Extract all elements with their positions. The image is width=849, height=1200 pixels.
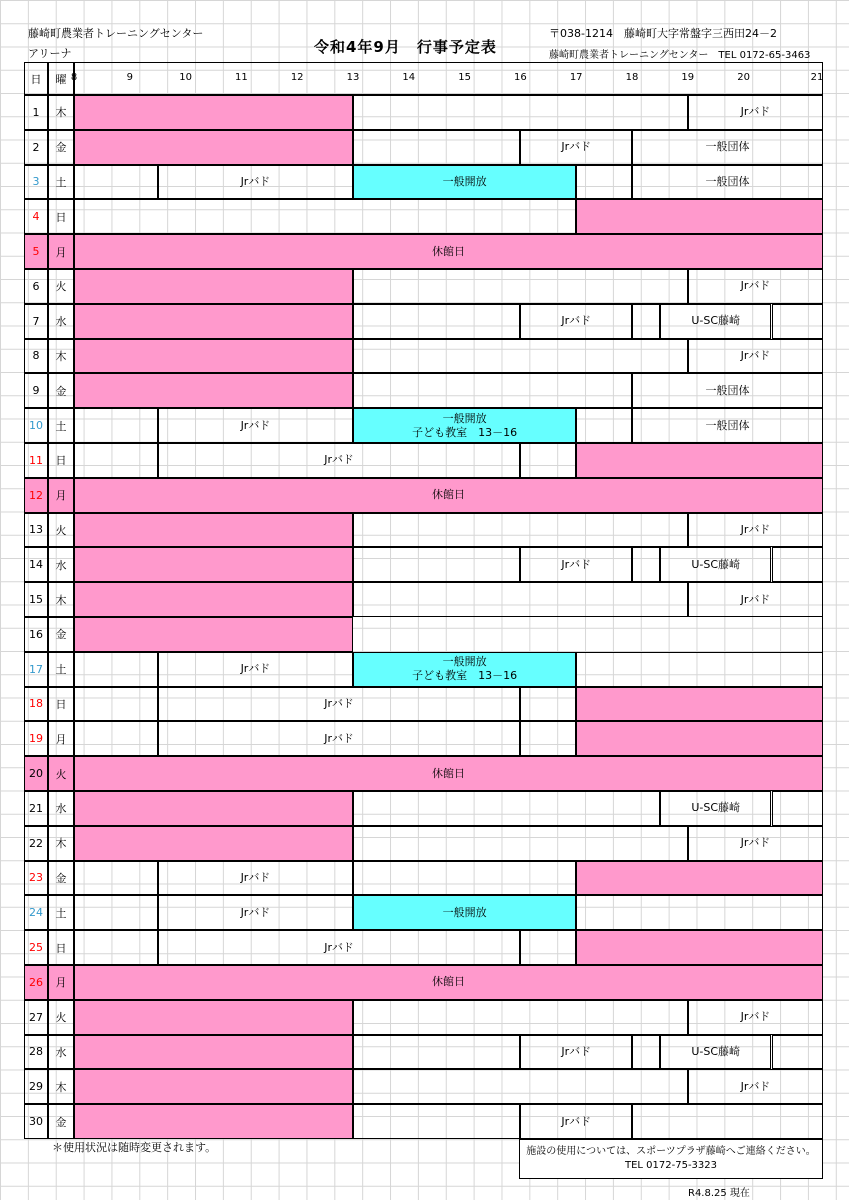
day-number: 17 [24,652,48,687]
schedule-block [74,1000,353,1035]
day-number: 2 [24,130,48,165]
day-number: 1 [24,95,48,130]
schedule-block [353,95,688,130]
day-number: 6 [24,269,48,304]
schedule-block [74,443,158,478]
schedule-block [74,373,353,408]
day-number: 15 [24,582,48,617]
schedule-block [74,95,353,130]
contact-box [519,1139,823,1179]
day-number: 14 [24,547,48,582]
schedule-block: Jrバド [688,582,823,617]
schedule-block [520,687,576,722]
day-of-week: 日 [48,930,74,965]
schedule-block [74,652,158,687]
day-of-week: 木 [48,582,74,617]
schedule-block [353,582,688,617]
day-of-week: 火 [48,269,74,304]
schedule-block [576,443,823,478]
schedule-block [772,304,824,339]
page-title: 令和4年9月 行事予定表 [314,38,497,56]
hour-label: 21 [810,72,824,83]
contact-info: 藤崎町農業者トレーニングセンター TEL 0172-65-3463 [549,50,811,61]
schedule-block [576,165,632,200]
schedule-block: U-SC藤崎 [660,304,772,339]
schedule-block [74,547,353,582]
schedule-block [632,1035,660,1070]
schedule-block [74,721,158,756]
day-of-week: 火 [48,1000,74,1035]
hour-label: 14 [402,72,416,83]
schedule-block: 休館日 [74,234,823,269]
schedule-block [353,269,688,304]
schedule-block: Jrバド [688,1000,823,1035]
schedule-block: U-SC藤崎 [660,547,772,582]
day-number: 30 [24,1104,48,1139]
schedule-block [353,1000,688,1035]
schedule-block [520,443,576,478]
day-number: 21 [24,791,48,826]
hour-label: 8 [70,72,78,83]
schedule-block: Jrバド [158,895,353,930]
schedule-block: Jrバド [158,443,521,478]
schedule-block [74,582,353,617]
schedule-block [632,547,660,582]
schedule-block [74,895,158,930]
as-of-date: R4.8.25 現在 [688,1188,750,1199]
schedule-block [353,826,688,861]
schedule-block: 一般団体 [632,130,823,165]
day-of-week: 金 [48,861,74,896]
day-number: 18 [24,687,48,722]
day-number: 5 [24,234,48,269]
contact-line-1: 施設の使用については、スポーツプラザ藤崎へご連絡ください。 [526,1146,816,1157]
schedule-block [74,269,353,304]
day-of-week: 金 [48,1104,74,1139]
schedule-block: Jrバド [158,165,353,200]
schedule-block: Jrバド [158,721,521,756]
day-number: 8 [24,339,48,374]
header-weekday: 曜 [48,62,74,95]
day-number: 3 [24,165,48,200]
day-number: 25 [24,930,48,965]
schedule-block: 一般開放 子ども教室 13－16 [353,652,576,687]
schedule-block: Jrバド [520,130,632,165]
schedule-block: Jrバド [520,547,632,582]
schedule-block [74,861,158,896]
day-number: 10 [24,408,48,443]
hour-label: 17 [569,72,583,83]
day-of-week: 木 [48,95,74,130]
day-of-week: 金 [48,617,74,652]
day-number: 22 [24,826,48,861]
schedule-block: Jrバド [520,1035,632,1070]
schedule-block: 一般団体 [632,165,823,200]
day-of-week: 木 [48,826,74,861]
schedule-block [353,547,520,582]
day-number: 26 [24,965,48,1000]
day-of-week: 月 [48,965,74,1000]
schedule-block [74,687,158,722]
schedule-block [576,721,823,756]
schedule-block [74,130,353,165]
schedule-block [772,1035,824,1070]
hour-label: 9 [126,72,133,83]
day-number: 16 [24,617,48,652]
schedule-block: Jrバド [688,95,823,130]
schedule-block [353,130,520,165]
hour-label: 19 [681,72,695,83]
day-of-week: 土 [48,652,74,687]
day-number: 4 [24,199,48,234]
venue-name: アリーナ [28,47,72,60]
schedule-block: Jrバド [688,513,823,548]
day-of-week: 水 [48,304,74,339]
day-number: 7 [24,304,48,339]
day-of-week: 水 [48,1035,74,1070]
schedule-block: 一般開放 [353,895,576,930]
hour-label: 10 [179,72,192,83]
schedule-block [632,304,660,339]
footnote: ＊使用状況は随時変更されます。 [52,1141,217,1154]
schedule-block: Jrバド [688,1069,823,1104]
schedule-block [520,930,576,965]
day-number: 20 [24,756,48,791]
schedule-block [74,165,158,200]
schedule-block: 一般団体 [632,408,823,443]
day-of-week: 日 [48,443,74,478]
schedule-block [353,1069,688,1104]
schedule-block [74,304,353,339]
schedule-block: Jrバド [688,339,823,374]
day-number: 19 [24,721,48,756]
address: 〒038-1214 藤崎町大字常盤字三西田24－2 [549,27,777,40]
hour-label: 15 [458,72,471,83]
day-of-week: 月 [48,234,74,269]
header-day: 日 [24,62,48,95]
schedule-block [353,1035,520,1070]
schedule-block: Jrバド [158,652,353,687]
schedule-block [576,199,823,234]
schedule-block: Jrバド [158,687,521,722]
day-number: 27 [24,1000,48,1035]
schedule-block [632,1104,823,1139]
schedule-block: U-SC藤崎 [660,1035,772,1070]
day-of-week: 水 [48,791,74,826]
day-number: 9 [24,373,48,408]
day-of-week: 日 [48,687,74,722]
schedule-block: 一般開放 子ども教室 13－16 [353,408,576,443]
schedule-block [353,373,632,408]
day-of-week: 月 [48,478,74,513]
day-of-week: 金 [48,373,74,408]
schedule-block: Jrバド [520,304,632,339]
schedule-block [772,547,824,582]
schedule-block: Jrバド [688,269,823,304]
day-of-week: 火 [48,513,74,548]
schedule-block [74,1104,353,1139]
schedule-block: Jrバド [158,930,521,965]
day-number: 24 [24,895,48,930]
schedule-block [576,687,823,722]
day-number: 29 [24,1069,48,1104]
schedule-block [353,513,688,548]
schedule-block [576,861,823,896]
hour-label: 16 [514,72,527,83]
schedule-block [576,930,823,965]
day-number: 28 [24,1035,48,1070]
schedule-block [772,791,824,826]
day-number: 11 [24,443,48,478]
schedule-block [576,652,823,687]
schedule-block: Jrバド [158,861,353,896]
day-of-week: 土 [48,895,74,930]
day-of-week: 水 [48,547,74,582]
schedule-block [353,791,660,826]
schedule-block: 一般開放 [353,165,576,200]
schedule-block: Jrバド [158,408,353,443]
schedule-block [74,1035,353,1070]
schedule-block [353,304,520,339]
schedule-block [520,721,576,756]
schedule-block [74,408,158,443]
schedule-block: 休館日 [74,965,823,1000]
day-number: 12 [24,478,48,513]
day-of-week: 土 [48,165,74,200]
day-of-week: 金 [48,130,74,165]
day-of-week: 火 [48,756,74,791]
schedule-block: 休館日 [74,756,823,791]
hour-label: 20 [737,72,750,83]
schedule-block [74,930,158,965]
contact-line-2: TEL 0172-75-3323 [624,1160,718,1171]
day-of-week: 木 [48,339,74,374]
day-of-week: 土 [48,408,74,443]
schedule-block [353,339,688,374]
schedule-block [74,826,353,861]
schedule-block [353,861,576,896]
hour-label: 11 [235,72,248,83]
schedule-block: U-SC藤崎 [660,791,772,826]
schedule-block [576,895,823,930]
day-number: 23 [24,861,48,896]
hour-label: 12 [290,72,304,83]
day-of-week: 日 [48,199,74,234]
schedule-block [74,791,353,826]
schedule-block: 休館日 [74,478,823,513]
schedule-block [353,1104,520,1139]
day-of-week: 月 [48,721,74,756]
schedule-block [74,617,353,652]
schedule-block [74,1069,353,1104]
schedule-block [576,408,632,443]
schedule-block [74,513,353,548]
schedule-block: Jrバド [688,826,823,861]
day-number: 13 [24,513,48,548]
org-name: 藤崎町農業者トレーニングセンター [28,27,204,40]
schedule-table [24,62,823,1139]
hour-label: 18 [625,72,639,83]
schedule-block [74,339,353,374]
schedule-block [74,199,576,234]
schedule-block: 一般団体 [632,373,823,408]
schedule-block: Jrバド [520,1104,632,1139]
day-of-week: 木 [48,1069,74,1104]
hour-label: 13 [346,72,360,83]
